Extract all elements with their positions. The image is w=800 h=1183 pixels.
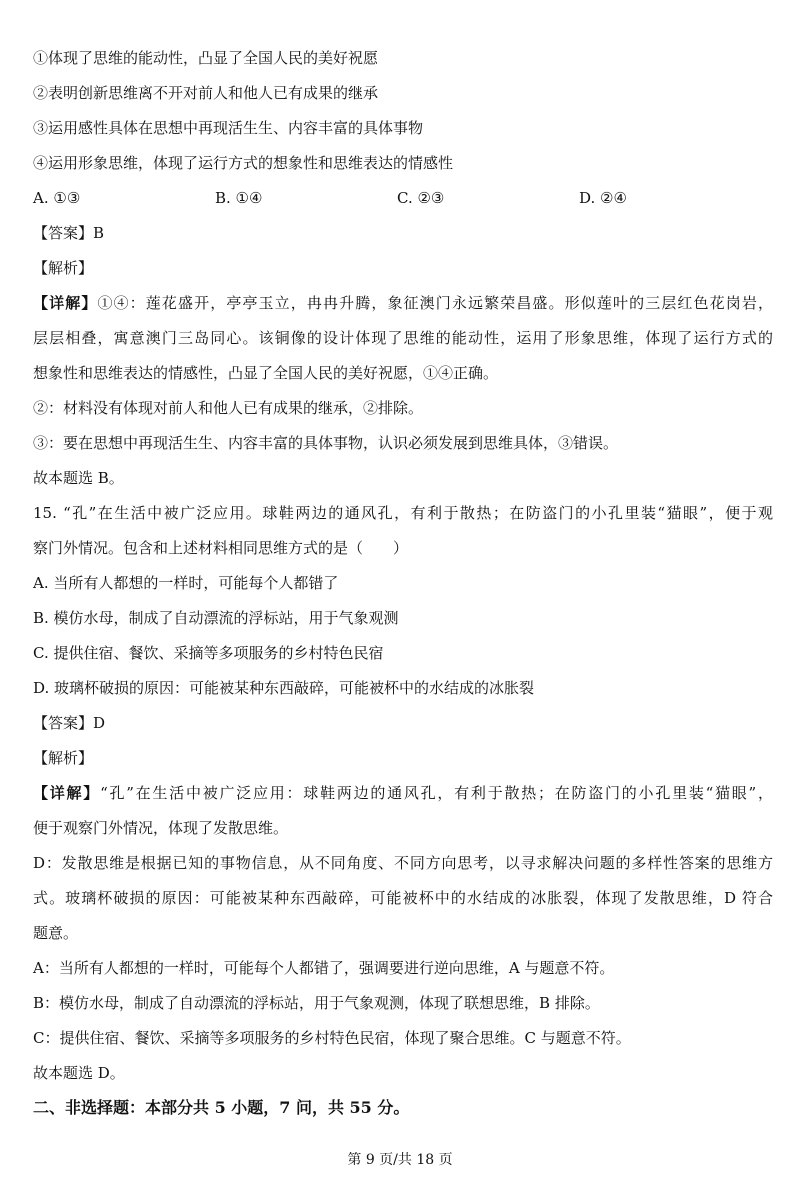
q15-analysis-label: 【解析】 <box>33 749 94 767</box>
q15-d-line-2: 式。玻璃杯破损的原因：可能被某种东西敲碎，可能被杯中的水结成的冰胀裂，体现了发散思维，D 符合 <box>33 889 773 907</box>
detail-line-3: 想象性和思维表达的情感性，凸显了全国人民的美好祝愿，①④正确。 <box>33 364 499 382</box>
q15-option-c: C. 提供住宿、餐饮、采摘等多项服务的乡村特色民宿 <box>33 644 384 662</box>
option-2: ②表明创新思维离不开对前人和他人已有成果的继承 <box>33 84 379 102</box>
choice-b: B. ①④ <box>215 189 263 207</box>
choice-d: D. ②④ <box>579 189 627 207</box>
option-1: ①体现了思维的能动性，凸显了全国人民的美好祝愿 <box>33 49 379 67</box>
choice-c: C. ②③ <box>397 189 445 207</box>
q15-b-line: B：模仿水母，制成了自动漂流的浮标站，用于气象观测，体现了联想思维，B 排除。 <box>33 994 600 1012</box>
q15-stem-line-2: 察门外情况。包含和上述材料相同思维方式的是（ ） <box>33 539 409 557</box>
q15-d-line-3: 题意。 <box>33 924 79 942</box>
q15-c-line: C：提供住宿、餐饮、采摘等多项服务的乡村特色民宿，体现了聚合思维。C 与题意不符。 <box>33 1029 631 1047</box>
option-4: ④运用形象思维，体现了运行方式的想象性和思维表达的情感性 <box>33 154 454 172</box>
section-heading: 二、非选择题：本部分共 5 小题，7 问，共 55 分。 <box>33 1098 410 1117</box>
q15-d-line-1: D：发散思维是根据已知的事物信息，从不同角度、不同方向思考，以寻求解决问题的多样性答案的思维方 <box>33 854 773 872</box>
q15-option-a: A. 当所有人都想的一样时，可能每个人都错了 <box>33 574 339 592</box>
q15-a-line: A：当所有人都想的一样时，可能每个人都错了，强调要进行逆向思维，A 与题意不符。 <box>33 959 615 977</box>
q15-stem-line-1: 15. “孔”在生活中被广泛应用。球鞋两边的通风孔，有利于散热；在防盗门的小孔里装“猫眼”，便于观 <box>33 504 773 522</box>
analysis-label: 【解析】 <box>33 259 94 277</box>
option-3: ③运用感性具体在思想中再现活生生、内容丰富的具体事物 <box>33 119 424 137</box>
choice-row <box>33 188 773 208</box>
q15-conclusion-line: 故本题选 D。 <box>33 1064 125 1082</box>
conclusion-line: 故本题选 B。 <box>33 469 124 487</box>
detail-label: 【详解】 <box>33 294 98 312</box>
q15-detail-text-1: “孔”在生活中被广泛应用：球鞋两边的通风孔，有利于散热；在防盗门的小孔里装“猫眼”， <box>100 784 773 802</box>
q15-detail-label: 【详解】 <box>33 784 101 802</box>
page-footer: 第 9 页/共 18 页 <box>347 1152 453 1168</box>
q15-detail-line-1 <box>33 783 773 803</box>
detail-line-1 <box>33 293 773 313</box>
point-2: ②：材料没有体现对前人和他人已有成果的继承，②排除。 <box>33 399 424 417</box>
q15-option-d: D. 玻璃杯破损的原因：可能被某种东西敲碎，可能被杯中的水结成的冰胀裂 <box>33 679 535 697</box>
detail-line-2: 层层相叠，寓意澳门三岛同心。该铜像的设计体现了思维的能动性，运用了形象思维，体现了运行方式的 <box>33 329 773 347</box>
detail-text-1: ①④：莲花盛开，亭亭玉立，冉冉升腾，象征澳门永远繁荣昌盛。形似莲叶的三层红色花岗岩， <box>97 294 773 312</box>
q15-option-b: B. 模仿水母，制成了自动漂流的浮标站，用于气象观测 <box>33 609 399 627</box>
choice-a: A. ①③ <box>33 189 81 207</box>
answer-line: 【答案】B <box>33 224 105 242</box>
point-3: ③：要在思想中再现活生生、内容丰富的具体事物，认识必须发展到思维具体，③错误。 <box>33 434 619 452</box>
q15-answer-line: 【答案】D <box>33 714 106 732</box>
q15-detail-line-2: 便于观察门外情况，体现了发散思维。 <box>33 819 289 837</box>
